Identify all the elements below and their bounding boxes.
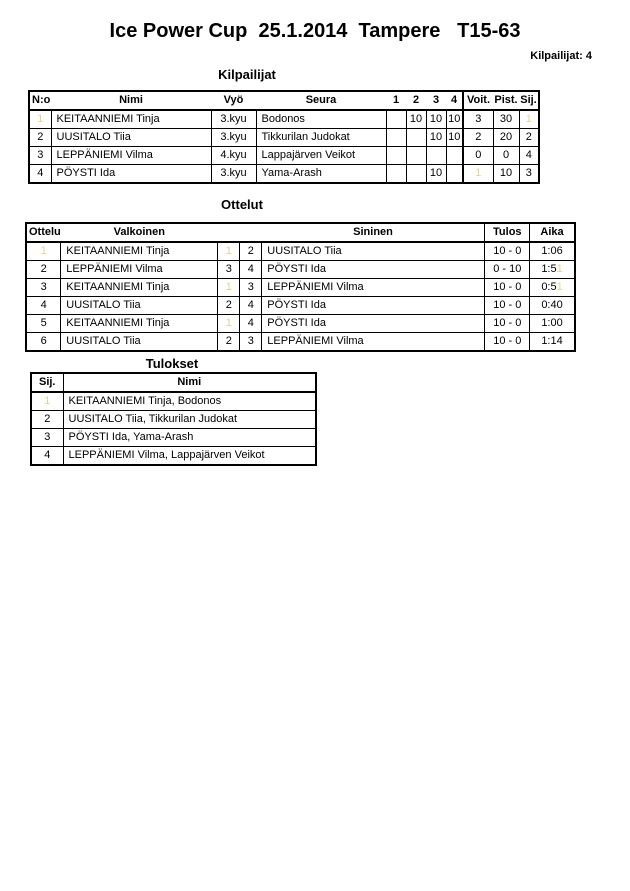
cell-name-club: PÖYSTI Ida, Yama-Arash	[63, 429, 316, 447]
cell-blue-name: LEPPÄNIEMI Vilma	[262, 279, 485, 297]
cell-sij: 4	[519, 147, 539, 165]
column-header: Nimi	[51, 91, 211, 110]
column-header: Sij.	[31, 373, 63, 392]
column-header: 3	[426, 91, 446, 110]
cell-white-name: LEPPÄNIEMI Vilma	[61, 261, 218, 279]
match-row	[26, 242, 575, 261]
cell-place: 1	[31, 392, 63, 411]
cell-pist: 30	[493, 110, 519, 129]
cell-nimi: UUSITALO Tiia	[51, 129, 211, 147]
cell-round-2	[406, 147, 426, 165]
cell-time: 1:00	[530, 315, 575, 333]
column-header: Nimi	[63, 373, 316, 392]
cell-blue-no: 3	[240, 333, 262, 352]
column-header: Pist.	[493, 91, 519, 110]
tulokset-header-row	[31, 373, 316, 392]
column-header: Ottelu	[26, 223, 61, 242]
cell-white-no: 2	[218, 333, 240, 352]
cell-voit: 0	[463, 147, 493, 165]
cell-round-4: 10	[446, 110, 463, 129]
header-row	[31, 373, 316, 392]
cell-no: 4	[29, 165, 51, 184]
ottelut-section-title: Ottelut	[221, 197, 263, 212]
cell-blue-name: PÖYSTI Ida	[262, 261, 485, 279]
cell-white-no: 3	[218, 261, 240, 279]
column-header: 1	[386, 91, 406, 110]
cell-name-club: LEPPÄNIEMI Vilma, Lappajärven Veikot	[63, 447, 316, 466]
cell-match-no: 6	[26, 333, 61, 352]
cell-white-name: KEITAANNIEMI Tinja	[61, 315, 218, 333]
cell-pist: 0	[493, 147, 519, 165]
cell-round-2: 10	[406, 110, 426, 129]
kilpailijat-section-title: Kilpailijat	[218, 67, 276, 82]
cell-blue-no: 2	[240, 242, 262, 261]
column-header: Voit.	[463, 91, 493, 110]
cell-blue-no: 3	[240, 279, 262, 297]
cell-sij: 3	[519, 165, 539, 184]
cell-time: 1:14	[530, 333, 575, 352]
cell-score: 0 - 10	[485, 261, 530, 279]
column-header	[218, 223, 240, 242]
result-row	[31, 429, 316, 447]
cell-vyo: 3.kyu	[211, 165, 256, 184]
cell-round-3: 10	[426, 165, 446, 184]
cell-pist: 10	[493, 165, 519, 184]
match-row	[26, 279, 575, 297]
result-row	[31, 411, 316, 429]
cell-blue-no: 4	[240, 315, 262, 333]
pale-digit: 1	[556, 263, 563, 275]
cell-round-1	[386, 147, 406, 165]
competitor-row	[29, 129, 539, 147]
cell-time: 1:06	[530, 242, 575, 261]
ottelut-table	[25, 222, 576, 352]
cell-blue-no: 4	[240, 297, 262, 315]
cell-round-3	[426, 147, 446, 165]
competitor-row	[29, 110, 539, 129]
tulokset-table	[30, 372, 317, 466]
pale-digit: 1	[556, 281, 563, 293]
cell-voit: 1	[463, 165, 493, 184]
column-header: Sij.	[519, 91, 539, 110]
result-row	[31, 392, 316, 411]
cell-place: 3	[31, 429, 63, 447]
match-row	[26, 297, 575, 315]
cell-match-no: 5	[26, 315, 61, 333]
cell-score: 10 - 0	[485, 242, 530, 261]
cell-vyo: 3.kyu	[211, 129, 256, 147]
column-header: 4	[446, 91, 463, 110]
column-header: Vyö	[211, 91, 256, 110]
cell-round-1	[386, 110, 406, 129]
competitors-count: Kilpailijat: 4	[530, 50, 592, 62]
cell-white-no: 1	[218, 279, 240, 297]
cell-no: 1	[29, 110, 51, 129]
cell-white-no: 2	[218, 297, 240, 315]
cell-vyo: 4.kyu	[211, 147, 256, 165]
cell-name-club: KEITAANNIEMI Tinja, Bodonos	[63, 392, 316, 411]
cell-nimi: LEPPÄNIEMI Vilma	[51, 147, 211, 165]
column-header: Valkoinen	[61, 223, 218, 242]
cell-white-name: KEITAANNIEMI Tinja	[61, 242, 218, 261]
cell-place: 2	[31, 411, 63, 429]
cell-score: 10 - 0	[485, 333, 530, 352]
cell-round-2	[406, 129, 426, 147]
cell-time: 0:51	[530, 279, 575, 297]
cell-score: 10 - 0	[485, 297, 530, 315]
cell-round-4	[446, 147, 463, 165]
cell-round-4: 10	[446, 129, 463, 147]
cell-blue-name: PÖYSTI Ida	[262, 297, 485, 315]
cell-time: 1:51	[530, 261, 575, 279]
cell-sij: 2	[519, 129, 539, 147]
cell-nimi: PÖYSTI Ida	[51, 165, 211, 184]
column-header: N:o	[29, 91, 51, 110]
cell-sij: 1	[519, 110, 539, 129]
result-row	[31, 447, 316, 466]
cell-name-club: UUSITALO Tiia, Tikkurilan Judokat	[63, 411, 316, 429]
cell-time: 0:40	[530, 297, 575, 315]
cell-voit: 2	[463, 129, 493, 147]
cell-blue-name: LEPPÄNIEMI Vilma	[262, 333, 485, 352]
column-header: 2	[406, 91, 426, 110]
cell-blue-name: UUSITALO Tiia	[262, 242, 485, 261]
column-header: Seura	[256, 91, 386, 110]
cell-round-3: 10	[426, 110, 446, 129]
cell-match-no: 1	[26, 242, 61, 261]
kilpailijat-header-row	[29, 91, 539, 110]
header-row	[29, 91, 539, 110]
cell-no: 3	[29, 147, 51, 165]
cell-match-no: 3	[26, 279, 61, 297]
cell-white-name: KEITAANNIEMI Tinja	[61, 279, 218, 297]
page-title: Ice Power Cup 25.1.2014 Tampere T15-63	[109, 20, 521, 42]
column-header	[240, 223, 262, 242]
cell-seura: Tikkurilan Judokat	[256, 129, 386, 147]
cell-place: 4	[31, 447, 63, 466]
cell-pist: 20	[493, 129, 519, 147]
cell-white-no: 1	[218, 242, 240, 261]
cell-no: 2	[29, 129, 51, 147]
competitor-row	[29, 165, 539, 184]
cell-score: 10 - 0	[485, 315, 530, 333]
cell-seura: Lappajärven Veikot	[256, 147, 386, 165]
cell-round-1	[386, 165, 406, 184]
cell-white-no: 1	[218, 315, 240, 333]
cell-seura: Yama-Arash	[256, 165, 386, 184]
kilpailijat-table	[28, 90, 540, 184]
competitor-row	[29, 147, 539, 165]
cell-white-name: UUSITALO Tiia	[61, 297, 218, 315]
column-header: Tulos	[485, 223, 530, 242]
cell-match-no: 2	[26, 261, 61, 279]
cell-seura: Bodonos	[256, 110, 386, 129]
cell-round-1	[386, 129, 406, 147]
cell-round-4	[446, 165, 463, 184]
match-row	[26, 333, 575, 352]
column-header: Aika	[530, 223, 575, 242]
tulokset-section-title: Tulokset	[145, 356, 199, 371]
cell-nimi: KEITAANNIEMI Tinja	[51, 110, 211, 129]
cell-round-3: 10	[426, 129, 446, 147]
cell-vyo: 3.kyu	[211, 110, 256, 129]
cell-match-no: 4	[26, 297, 61, 315]
cell-blue-name: PÖYSTI Ida	[262, 315, 485, 333]
header-row	[26, 223, 575, 242]
ottelut-header-row	[26, 223, 575, 242]
cell-voit: 3	[463, 110, 493, 129]
column-header: Sininen	[262, 223, 485, 242]
match-row	[26, 315, 575, 333]
cell-white-name: UUSITALO Tiia	[61, 333, 218, 352]
cell-round-2	[406, 165, 426, 184]
cell-blue-no: 4	[240, 261, 262, 279]
match-row	[26, 261, 575, 279]
cell-score: 10 - 0	[485, 279, 530, 297]
